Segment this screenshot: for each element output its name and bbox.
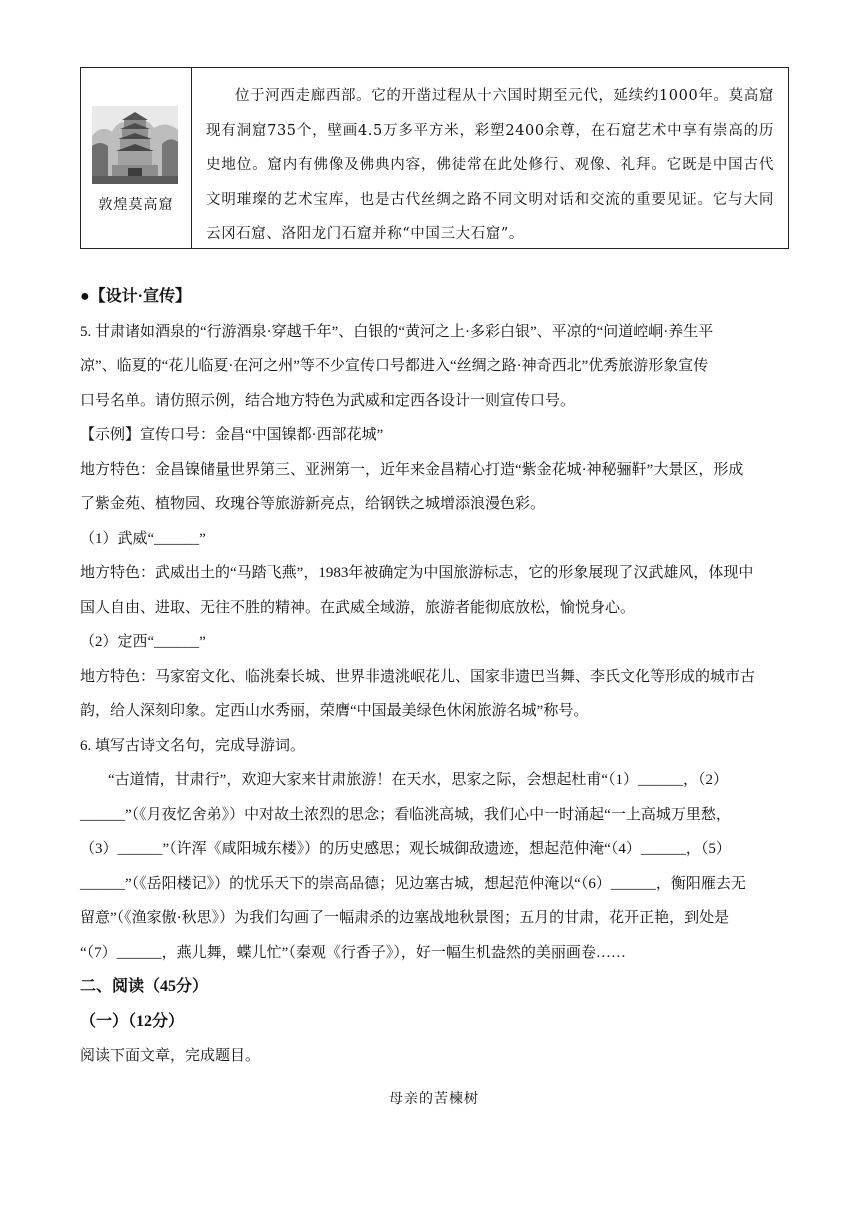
example-feature-line: 了紫金苑、植物园、玫瑰谷等旅游新亮点，给钢铁之城增添浪漫色彩。 (80, 496, 546, 512)
card-description: 位于河西走廊西部。它的开凿过程从十六国时期至元代，延续约1000年。莫高窟现有洞窟735个，壁画4.5万多平方米，彩塑2400余尊，在石窟艺术中享有崇高的历史地位。窟内有佛像及佛典内容，佛徒常在此处修行、观像、礼拜。它既是中国古代文明璀璨的艺术宝库，也是古代丝绸之路不同文明对话和交流的重要见证。它与大同云冈石窟、洛阳龙门石窟并称“中国三大石窟”。 (206, 88, 774, 242)
q6-line: 留意”（《渔家傲·秋思》）为我们勾画了一幅肃杀的边塞战地秋景图；五月的甘肃，花开正艳，到处是 (80, 910, 730, 926)
example-feature-line: 地方特色：金昌镍储量世界第三、亚洲第一，近年来金昌精心打造“紫金花城·神秘骊靬”大景区，形成 (80, 461, 744, 478)
q6-line: ______”（《月夜忆舍弟》）中对故土浓烈的思念；看临洮高城，我们心中一时涌起“一上高城万里愁， (80, 806, 731, 823)
card-text-cell (192, 68, 788, 248)
article-title: 母亲的苦楝树 (389, 1091, 479, 1107)
q6-line: （3）______”（许浑《咸阳城东楼》）的历史感思；观长城御敌遗迹，想起范仲淹“（4）______，（5） (80, 841, 731, 857)
q6-line: “（7）______，燕儿舞，蝶儿忙”（秦观《行香子》），好一幅生机盎然的美丽画卷…… (80, 944, 626, 961)
card-caption: 敦煌莫高窟 (98, 197, 174, 213)
wuwei-slogan-blank: （1）武威“______” (80, 530, 206, 547)
section-reading-heading: 二、阅读（45分） (80, 978, 209, 995)
q5-line: 口号名单。请仿照示例，结合地方特色为武威和定西各设计一则宣传口号。 (80, 392, 576, 409)
mogao-caves-photo (92, 106, 178, 184)
section-design-heading: ●【设计·宣传】 (80, 288, 192, 305)
q5-line: 5. 甘肃诸如酒泉的“行游酒泉·穿越千年”、白银的“黄河之上·多彩白银”、平凉的“问道崆峒·养生平 (80, 323, 714, 340)
dingxi-feature-line: 韵，给人深刻印象。定西山水秀丽，荣膺“中国最美绿色休闲旅游名城”称号。 (80, 703, 589, 719)
q6-line: ______”（《岳阳楼记》）的忧乐天下的崇高品德；见边塞古城，想起范仲淹以“（6）______，衡阳雁去无 (80, 875, 746, 892)
main-content (80, 280, 790, 1074)
dingxi-feature-line: 地方特色：马家窑文化、临洮秦长城、世界非遗洮岷花儿、国家非遗巴当舞、李氏文化等形成的城市古 (80, 668, 756, 685)
example-line: 【示例】宣传口号：金昌“中国镍都·西部花城” (80, 427, 384, 443)
wuwei-feature-line: 国人自由、进取、无往不胜的精神。在武威全域游，旅游者能彻底放松，愉悦身心。 (80, 599, 636, 616)
wuwei-feature-line: 地方特色：武威出土的“马踏飞燕”，1983年被确定为中国旅游标志，它的形象展现了汉武雄风，体现中 (80, 565, 754, 581)
reading-part-one-heading: （一）（12分） (80, 1012, 185, 1030)
q5-line: 凉”、临夏的“花儿临夏·在河之州”等不少宣传口号都进入“丝绸之路·神奇西北”优秀旅游形象宣传 (80, 358, 709, 374)
reading-instruction: 阅读下面文章，完成题目。 (80, 1048, 261, 1064)
card-image-cell (81, 68, 192, 248)
info-card-table (80, 67, 789, 249)
q6-line: “古道情，甘肃行”，欢迎大家来甘肃旅游！在天水，思家之际，会想起杜甫“（1）______，（2） (108, 772, 728, 788)
dingxi-slogan-blank: （2）定西“______” (80, 634, 206, 650)
q6-title: 6. 填写古诗文名句，完成导游词。 (80, 737, 306, 754)
